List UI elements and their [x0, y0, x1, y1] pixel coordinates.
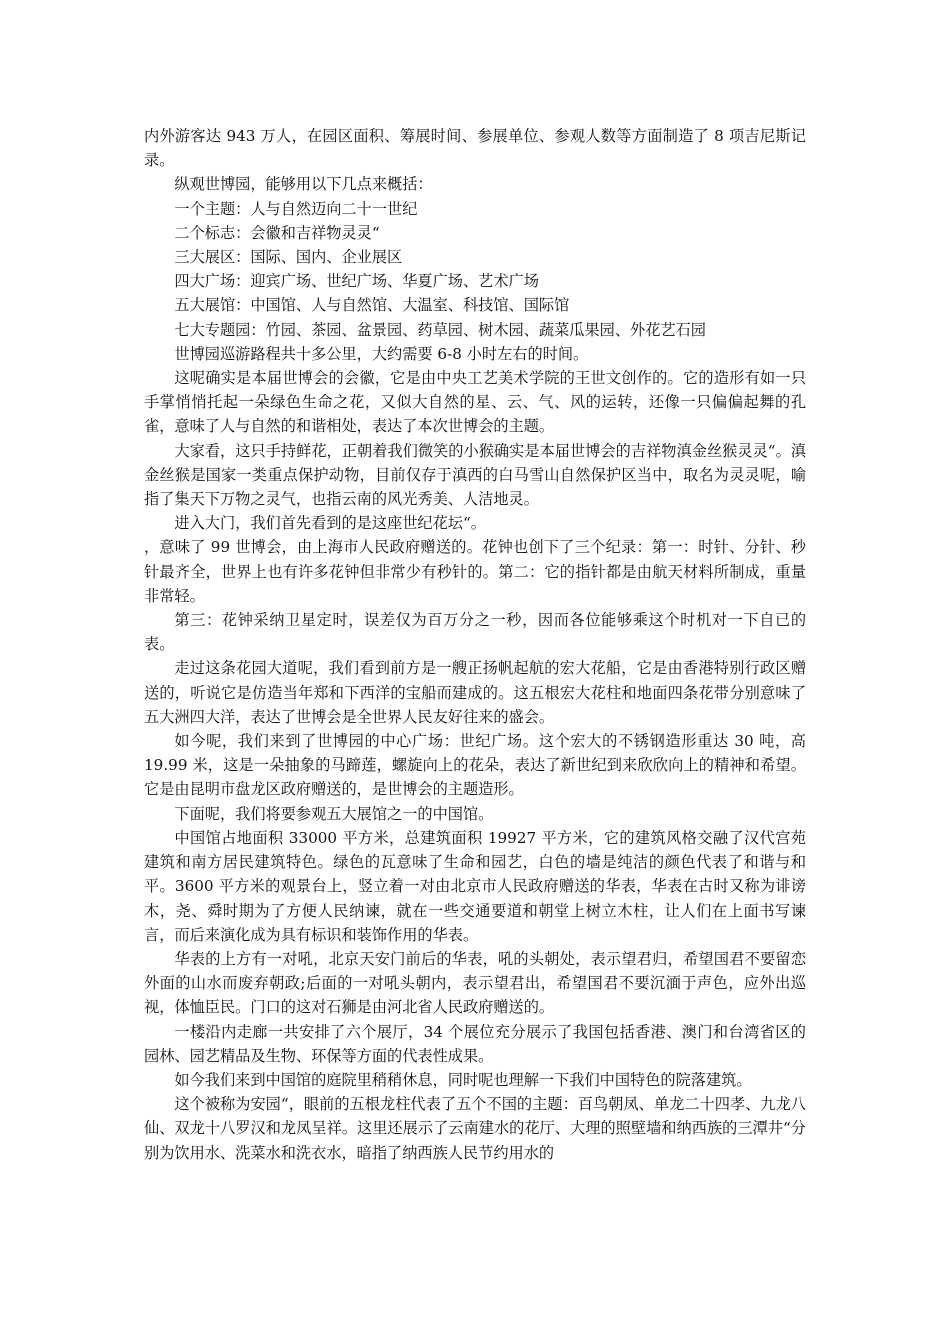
paragraph: 中国馆占地面积 33000 平方米，总建筑面积 19927 平方米，它的建筑风格交融了汉代宫苑建筑和南方居民建筑特色。绿色的瓦意味了生命和园艺，白色的墙是纯洁的颜色代表了和谐与和平。3600 平方米的观景台上，竖立着一对由北京市人民政府赠送的华表，华表在古时又称为诽谤木，尧、舜时期为了方便人民纳谏，就在一些交通要道和朝堂上树立木柱，让人们在上面书写谏言，而后来演化成为具有标识和装饰作用的华表。 [144, 828, 806, 944]
document-page [144, 124, 806, 1165]
summary-item: 三大展区：国际、国内、企业展区 [174, 248, 403, 267]
paragraph: 下面呢，我们将要参观五大展馆之一的中国馆。 [174, 804, 494, 823]
paragraph: 华表的上方有一对吼，北京天安门前后的华表，吼的头朝处，表示望君归，希望国君不要留恋外面的山水而废弃朝政;后面的一对吼头朝内，表示望君出，希望国君不要沉湎于声色，应外出巡视，体恤臣民。门口的这对石狮是由河北省人民政府赠送的。 [144, 949, 806, 1017]
summary-item: 五大展馆：中国馆、人与自然馆、大温室、科技馆、国际馆 [174, 296, 570, 315]
paragraph: 世博园巡游路程共十多公里，大约需要 6-8 小时左右的时间。 [174, 344, 589, 363]
paragraph: ，意味了 99 世博会，由上海市人民政府赠送的。花钟也创下了三个纪录：第一：时针、分针、秒针最齐全，世界上也有许多花钟但非常少有秒针的。第二：它的指针都是由航天材料所制成，重量非常轻。 [144, 538, 806, 605]
paragraph: 这个被称为安园“，眼前的五根龙柱代表了五个不国的主题：百鸟朝凤、单龙二十四孝、九龙八仙、双龙十八罗汉和龙凤呈祥。这里还展示了云南建水的花厅、大理的照壁墙和纳西族的三潭井“分别为饮用水、洗菜水和洗衣水，暗指了纳西族人民节约用水的 [144, 1095, 806, 1162]
paragraph: 大家看，这只手持鲜花，正朝着我们微笑的小猴确实是本届世博会的吉祥物滇金丝猴灵灵“。滇金丝猴是国家一类重点保护动物，目前仅存于滇西的白马雪山自然保护区当中，取名为灵灵呢，喻指了集天下万物之灵气，也指云南的风光秀美、人洁地灵。 [144, 441, 806, 509]
summary-item: 四大广场：迎宾广场、世纪广场、华夏广场、艺术广场 [174, 272, 539, 291]
summary-item: 一个主题：人与自然迈向二十一世纪 [174, 199, 418, 218]
paragraph: 第三：花钟采纳卫星定时，误差仅为百万分之一秒，因而各位能够乘这个时机对一下自已的表。 [144, 611, 806, 654]
paragraph: 这呢确实是本届世博会的会徽，它是由中央工艺美术学院的王世文创作的。它的造形有如一只手掌悄悄托起一朵绿色生命之花，又似大自然的星、云、气、风的运转，还像一只偏偏起舞的孔雀，意味了人与自然的和谐相处，表达了本次世博会的主题。 [144, 369, 806, 436]
paragraph: 走过这条花园大道呢，我们看到前方是一艘正扬帆起航的宏大花船，它是由香港特别行政区赠送的，听说它是仿造当年郑和下西洋的宝船而建成的。这五根宏大花柱和地面四条花带分别意味了五大洲四大洋，表达了世博会是全世界人民友好往来的盛会。 [144, 659, 806, 726]
paragraph: 进入大门，我们首先看到的是这座世纪花坛“。 [174, 514, 486, 533]
paragraph: 内外游客达 943 万人，在园区面积、筹展时间、参展单位、参观人数等方面制造了 8 项吉尼斯记录。 [144, 127, 806, 170]
summary-item: 二个标志：会徽和吉祥物灵灵“ [174, 223, 380, 242]
paragraph: 纵观世博园，能够用以下几点来概括： [174, 175, 433, 194]
summary-item: 七大专题园：竹园、茶园、盆景园、药草园、树木园、蔬菜瓜果园、外花艺石园 [174, 320, 706, 339]
paragraph: 一楼沿内走廊一共安排了六个展厅，34 个展位充分展示了我国包括香港、澳门和台湾省区的园林、园艺精品及生物、环保等方面的代表性成果。 [144, 1022, 806, 1065]
paragraph: 如今呢，我们来到了世博园的中心广场：世纪广场。这个宏大的不锈钢造形重达 30 吨，高 19.99 米，这是一朵抽象的马蹄莲，螺旋向上的花朵，表达了新世纪到来欣欣向上的精神和希望。它是由昆明市盘龙区政府赠送的，是世博会的主题造形。 [144, 732, 806, 799]
paragraph: 如今我们来到中国馆的庭院里稍稍休息，同时呢也理解一下我们中国特色的院落建筑。 [174, 1070, 752, 1089]
